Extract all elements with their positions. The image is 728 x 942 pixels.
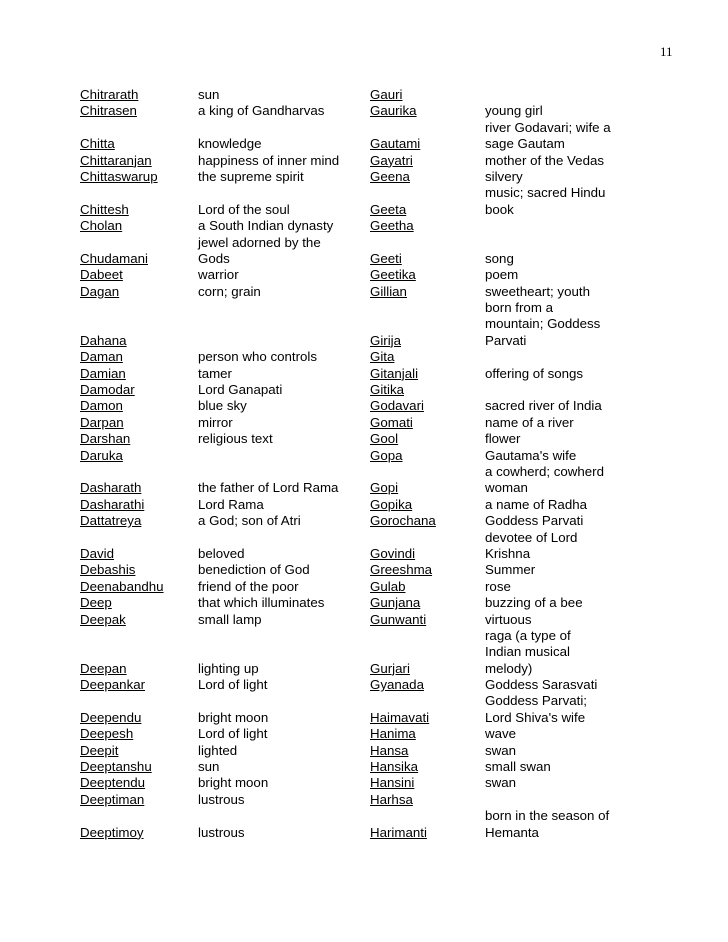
meaning-entry: flower xyxy=(485,431,521,447)
meaning-entry: book xyxy=(485,201,514,217)
name-entry: Govindi xyxy=(370,545,416,561)
meaning-entry: sun xyxy=(198,87,220,102)
name-entry: Gita xyxy=(370,349,395,365)
meaning-entry: a cowherd; cowherd xyxy=(485,463,604,479)
name-entry xyxy=(370,316,482,332)
name-entry: Gyanada xyxy=(370,677,424,693)
meaning-entry: friend of the poor xyxy=(198,578,299,594)
name-entry: Cholan xyxy=(80,218,123,234)
name-entry xyxy=(80,316,195,332)
name-entry: Gopi xyxy=(370,480,399,496)
meaning-entry: Lord Ganapati xyxy=(198,382,283,398)
name-entry: Girija xyxy=(370,332,402,348)
boy-names-column xyxy=(80,87,195,841)
name-entry: Harhsa xyxy=(370,791,413,807)
meaning-entry: a South Indian dynasty xyxy=(198,218,334,234)
name-entry: Gulab xyxy=(370,578,406,594)
name-entry: Gauri xyxy=(370,87,403,102)
name-entry: Deepesh xyxy=(80,726,134,742)
name-entry: Deeptimoy xyxy=(80,824,144,840)
name-entry: Daruka xyxy=(80,447,123,463)
page-number: 11 xyxy=(660,44,673,59)
meaning-entry: Lord Shiva's wife xyxy=(485,709,586,725)
meaning-entry: Hemanta xyxy=(485,824,539,840)
boy-meanings-column xyxy=(198,87,368,841)
meaning-entry xyxy=(198,464,368,480)
meaning-entry: person who controls xyxy=(198,349,317,365)
meaning-entry xyxy=(485,235,630,251)
name-entry: Chittesh xyxy=(80,201,129,217)
name-entry: David xyxy=(80,545,114,561)
name-entry: Gitanjali xyxy=(370,365,419,381)
meaning-entry: that which illuminates xyxy=(198,595,325,611)
name-entry: Chudamani xyxy=(80,250,149,266)
name-entry xyxy=(370,644,482,660)
meaning-entry: Lord of light xyxy=(198,677,268,693)
name-entry xyxy=(80,464,195,480)
meaning-entry: lustrous xyxy=(198,824,245,840)
name-entry xyxy=(370,300,482,316)
name-entry: Greeshma xyxy=(370,562,433,578)
meaning-entry: born from a xyxy=(485,300,553,316)
meaning-entry: rose xyxy=(485,578,511,594)
meaning-entry: name of a river xyxy=(485,414,574,430)
meaning-entry xyxy=(198,333,368,349)
name-entry: Chitrarath xyxy=(80,87,139,102)
name-entry xyxy=(370,464,482,480)
name-entry: Gunwanti xyxy=(370,611,427,627)
name-entry: Gurjari xyxy=(370,660,410,676)
name-entry: Deepan xyxy=(80,660,127,676)
name-entry xyxy=(370,185,482,201)
name-entry xyxy=(80,300,195,316)
name-entry xyxy=(370,235,482,251)
name-entry: Gitika xyxy=(370,382,404,398)
name-entry: Chittaranjan xyxy=(80,152,152,168)
name-entry: Hansa xyxy=(370,742,409,758)
name-entry: Deepit xyxy=(80,742,119,758)
name-entry: Gaurika xyxy=(370,103,417,119)
girl-names-column xyxy=(370,87,482,841)
name-entry: Chitrasen xyxy=(80,103,137,119)
name-entry: Dasharath xyxy=(80,480,142,496)
meaning-entry: a name of Radha xyxy=(485,496,588,512)
meaning-entry: Goddess Parvati; xyxy=(485,693,587,709)
meaning-entry: wave xyxy=(485,726,517,742)
name-entry xyxy=(80,808,195,824)
meaning-entry: a God; son of Atri xyxy=(198,513,301,529)
name-entry: Dahana xyxy=(80,332,127,348)
name-entry xyxy=(80,693,195,709)
meaning-entry: mountain; Goddess xyxy=(485,316,601,332)
meaning-entry xyxy=(485,382,630,398)
name-entry xyxy=(80,530,195,546)
meaning-entry xyxy=(485,218,630,234)
meaning-entry: beloved xyxy=(198,545,245,561)
name-entry: Darpan xyxy=(80,414,124,430)
meaning-entry: lighting up xyxy=(198,660,259,676)
meaning-entry: river Godavari; wife a xyxy=(485,119,611,135)
meaning-entry: lustrous xyxy=(198,791,245,807)
meaning-entry xyxy=(485,87,630,103)
meaning-entry: warrior xyxy=(198,267,239,283)
meaning-entry xyxy=(198,693,368,709)
meaning-entry xyxy=(198,120,368,136)
meaning-entry: sweetheart; youth xyxy=(485,283,590,299)
name-entry: Gorochana xyxy=(370,513,436,529)
name-entry: Gayatri xyxy=(370,152,413,168)
name-entry xyxy=(80,628,195,644)
meaning-entry: Gautama's wife xyxy=(485,447,577,463)
meaning-entry: swan xyxy=(485,742,517,758)
name-entry: Hansika xyxy=(370,759,419,775)
meaning-entry: Summer xyxy=(485,562,536,578)
meaning-entry xyxy=(485,792,630,808)
meaning-entry: Lord of light xyxy=(198,726,268,742)
name-entry: Deeptanshu xyxy=(80,759,152,775)
meaning-entry: small swan xyxy=(485,759,551,775)
meaning-entry xyxy=(198,185,368,201)
name-entry xyxy=(370,530,482,546)
meaning-entry xyxy=(198,628,368,644)
meaning-entry: small lamp xyxy=(198,611,262,627)
name-entry: Gopa xyxy=(370,447,403,463)
meaning-entry: a king of Gandharvas xyxy=(198,103,325,119)
name-entry xyxy=(370,808,482,824)
name-entry: Haimavati xyxy=(370,709,430,725)
meaning-entry: woman xyxy=(485,480,528,496)
name-entry: Dattatreya xyxy=(80,513,142,529)
name-entry xyxy=(80,185,195,201)
name-entry: Hanima xyxy=(370,726,416,742)
meaning-entry: Gods xyxy=(198,250,230,266)
meaning-entry: born in the season of xyxy=(485,808,610,824)
meaning-entry xyxy=(198,644,368,660)
meaning-entry: melody) xyxy=(485,660,533,676)
meaning-entry: Indian musical xyxy=(485,644,570,660)
name-entry: Darshan xyxy=(80,431,131,447)
meaning-entry: mirror xyxy=(198,414,233,430)
meaning-entry: Parvati xyxy=(485,332,527,348)
meaning-entry xyxy=(198,530,368,546)
meaning-entry: bright moon xyxy=(198,775,269,791)
name-entry: Daman xyxy=(80,349,123,365)
name-entry: Gunjana xyxy=(370,595,421,611)
meaning-entry: music; sacred Hindu xyxy=(485,185,606,201)
meaning-entry: song xyxy=(485,250,514,266)
meaning-entry: Goddess Sarasvati xyxy=(485,677,598,693)
meaning-entry: virtuous xyxy=(485,611,532,627)
name-entry: Gool xyxy=(370,431,399,447)
meaning-entry: bright moon xyxy=(198,709,269,725)
meaning-entry: raga (a type of xyxy=(485,627,571,643)
name-entry: Geeti xyxy=(370,250,402,266)
meaning-entry: young girl xyxy=(485,103,543,119)
name-entry: Deepankar xyxy=(80,677,146,693)
name-entry: Dagan xyxy=(80,283,120,299)
meaning-entry: corn; grain xyxy=(198,283,261,299)
name-entry: Gautami xyxy=(370,136,421,152)
name-entry xyxy=(80,644,195,660)
name-entry xyxy=(370,120,482,136)
meaning-entry: jewel adorned by the xyxy=(198,234,321,250)
meaning-entry xyxy=(198,316,368,332)
name-entry: Deeptendu xyxy=(80,775,146,791)
meaning-entry xyxy=(198,448,368,464)
name-entry: Deepak xyxy=(80,611,126,627)
name-entry: Godavari xyxy=(370,398,424,414)
name-entry: Deenabandhu xyxy=(80,578,164,594)
meaning-entry: Lord Rama xyxy=(198,496,264,512)
meaning-entry: poem xyxy=(485,267,519,283)
meaning-entry: sage Gautam xyxy=(485,136,565,152)
name-entry: Harimanti xyxy=(370,824,427,840)
meaning-entry: mother of the Vedas xyxy=(485,152,605,168)
meaning-entry: blue sky xyxy=(198,398,247,414)
name-entry: Geetha xyxy=(370,218,414,234)
name-entry: Debashis xyxy=(80,562,136,578)
meaning-entry: Lord of the soul xyxy=(198,201,290,217)
meaning-entry: devotee of Lord xyxy=(485,529,578,545)
meaning-entry: tamer xyxy=(198,365,232,381)
meaning-entry xyxy=(198,808,368,824)
meaning-entry: happiness of inner mind xyxy=(198,152,340,168)
name-entry: Geena xyxy=(370,168,410,184)
name-entry: Chittaswarup xyxy=(80,168,158,184)
meaning-entry: offering of songs xyxy=(485,365,584,381)
meaning-entry xyxy=(485,349,630,365)
meaning-entry: the supreme spirit xyxy=(198,168,304,184)
meaning-entry: silvery xyxy=(485,168,523,184)
name-entry xyxy=(80,120,195,136)
meaning-entry: the father of Lord Rama xyxy=(198,480,339,496)
meaning-entry: Goddess Parvati xyxy=(485,513,584,529)
name-entry: Gillian xyxy=(370,283,407,299)
name-entry: Deependu xyxy=(80,709,142,725)
name-entry: Geeta xyxy=(370,201,407,217)
meaning-entry: sacred river of India xyxy=(485,398,602,414)
girl-meanings-column xyxy=(485,87,630,841)
name-entry: Dasharathi xyxy=(80,496,145,512)
name-entry: Geetika xyxy=(370,267,416,283)
meaning-entry: sun xyxy=(198,759,220,775)
name-entry xyxy=(80,235,195,251)
name-entry xyxy=(370,628,482,644)
name-entry: Damodar xyxy=(80,382,135,398)
name-entry xyxy=(370,693,482,709)
meaning-entry: lighted xyxy=(198,742,238,758)
name-entry: Damon xyxy=(80,398,123,414)
meaning-entry: benediction of God xyxy=(198,562,310,578)
meaning-entry: Krishna xyxy=(485,545,531,561)
name-entry: Dabeet xyxy=(80,267,123,283)
meaning-entry: buzzing of a bee xyxy=(485,595,583,611)
meaning-entry xyxy=(198,300,368,316)
meaning-entry: knowledge xyxy=(198,136,262,152)
name-entry: Deeptiman xyxy=(80,791,145,807)
meaning-entry: swan xyxy=(485,775,517,791)
name-entry: Damian xyxy=(80,365,126,381)
name-entry: Gopika xyxy=(370,496,413,512)
name-entry: Gomati xyxy=(370,414,413,430)
meaning-entry: religious text xyxy=(198,431,273,447)
name-entry: Hansini xyxy=(370,775,415,791)
name-entry: Chitta xyxy=(80,136,115,152)
name-entry: Deep xyxy=(80,595,112,611)
